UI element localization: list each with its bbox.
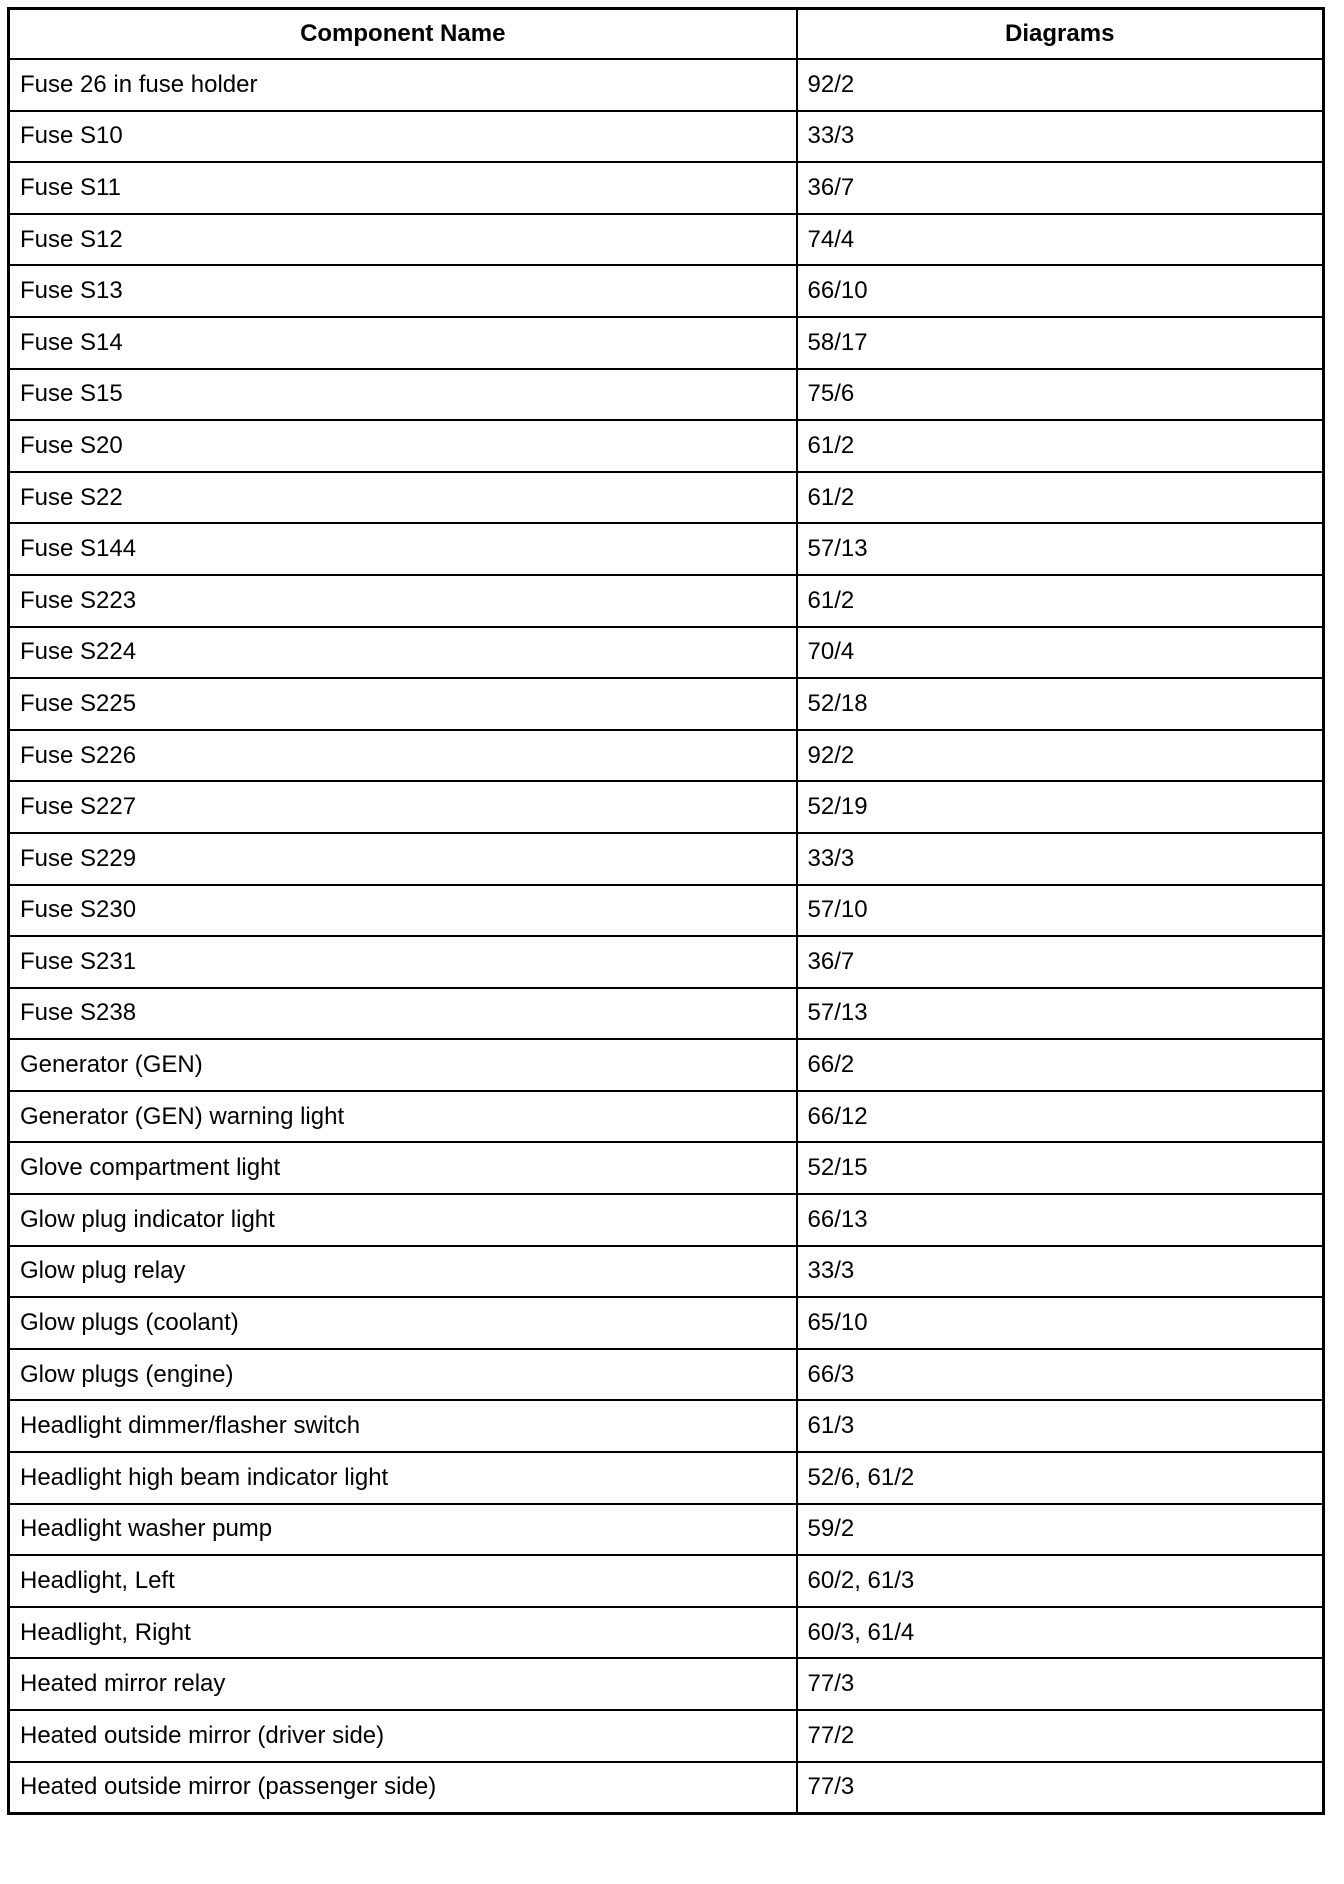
diagrams-cell: 52/15 bbox=[797, 1142, 1324, 1194]
diagrams-cell: 92/2 bbox=[797, 59, 1324, 111]
component-name-cell: Fuse S12 bbox=[9, 214, 797, 266]
component-name-cell: Fuse S225 bbox=[9, 678, 797, 730]
component-name-cell: Glove compartment light bbox=[9, 1142, 797, 1194]
diagrams-cell: 66/3 bbox=[797, 1349, 1324, 1401]
diagrams-cell: 36/7 bbox=[797, 162, 1324, 214]
table-row bbox=[9, 988, 1324, 1040]
component-name-cell: Fuse S144 bbox=[9, 523, 797, 575]
table-row bbox=[9, 730, 1324, 782]
diagrams-cell: 92/2 bbox=[797, 730, 1324, 782]
table-row bbox=[9, 1400, 1324, 1452]
component-name-cell: Fuse S20 bbox=[9, 420, 797, 472]
diagrams-cell: 77/3 bbox=[797, 1658, 1324, 1710]
diagrams-cell: 33/3 bbox=[797, 833, 1324, 885]
diagrams-cell: 77/2 bbox=[797, 1710, 1324, 1762]
diagrams-cell: 61/2 bbox=[797, 420, 1324, 472]
table-row bbox=[9, 265, 1324, 317]
component-name-cell: Generator (GEN) warning light bbox=[9, 1091, 797, 1143]
table-row bbox=[9, 1607, 1324, 1659]
diagrams-cell: 77/3 bbox=[797, 1762, 1324, 1814]
table-row bbox=[9, 369, 1324, 421]
component-name-cell: Heated outside mirror (driver side) bbox=[9, 1710, 797, 1762]
table-row bbox=[9, 214, 1324, 266]
table-row bbox=[9, 1452, 1324, 1504]
component-name-cell: Glow plug indicator light bbox=[9, 1194, 797, 1246]
component-name-cell: Fuse S14 bbox=[9, 317, 797, 369]
component-name-cell: Fuse S230 bbox=[9, 885, 797, 937]
diagrams-cell: 52/19 bbox=[797, 781, 1324, 833]
header-row bbox=[9, 9, 1324, 60]
table-row bbox=[9, 575, 1324, 627]
diagrams-cell: 60/3, 61/4 bbox=[797, 1607, 1324, 1659]
component-diagram-table bbox=[7, 7, 1325, 1815]
table-row bbox=[9, 111, 1324, 163]
diagrams-cell: 74/4 bbox=[797, 214, 1324, 266]
table-row bbox=[9, 1658, 1324, 1710]
column-header-diagrams: Diagrams bbox=[797, 9, 1324, 60]
component-name-cell: Fuse S223 bbox=[9, 575, 797, 627]
table-row bbox=[9, 1246, 1324, 1298]
table-row bbox=[9, 523, 1324, 575]
table-row bbox=[9, 162, 1324, 214]
diagrams-cell: 66/13 bbox=[797, 1194, 1324, 1246]
component-name-cell: Fuse 26 in fuse holder bbox=[9, 59, 797, 111]
component-name-cell: Headlight dimmer/flasher switch bbox=[9, 1400, 797, 1452]
component-name-cell: Fuse S226 bbox=[9, 730, 797, 782]
table-row bbox=[9, 1142, 1324, 1194]
component-name-cell: Generator (GEN) bbox=[9, 1039, 797, 1091]
diagrams-cell: 57/13 bbox=[797, 523, 1324, 575]
diagrams-cell: 36/7 bbox=[797, 936, 1324, 988]
component-name-cell: Headlight, Right bbox=[9, 1607, 797, 1659]
table-row bbox=[9, 1555, 1324, 1607]
component-name-cell: Fuse S238 bbox=[9, 988, 797, 1040]
component-name-cell: Fuse S227 bbox=[9, 781, 797, 833]
column-header-component-name: Component Name bbox=[9, 9, 797, 60]
table-row bbox=[9, 1349, 1324, 1401]
table-row bbox=[9, 781, 1324, 833]
table-row bbox=[9, 1504, 1324, 1556]
component-name-cell: Headlight high beam indicator light bbox=[9, 1452, 797, 1504]
diagrams-cell: 70/4 bbox=[797, 627, 1324, 679]
component-name-cell: Fuse S231 bbox=[9, 936, 797, 988]
diagrams-cell: 33/3 bbox=[797, 1246, 1324, 1298]
table-row bbox=[9, 472, 1324, 524]
diagrams-cell: 60/2, 61/3 bbox=[797, 1555, 1324, 1607]
component-name-cell: Heated mirror relay bbox=[9, 1658, 797, 1710]
component-name-cell: Fuse S224 bbox=[9, 627, 797, 679]
diagrams-cell: 66/12 bbox=[797, 1091, 1324, 1143]
diagrams-cell: 52/6, 61/2 bbox=[797, 1452, 1324, 1504]
diagrams-cell: 52/18 bbox=[797, 678, 1324, 730]
diagrams-cell: 57/13 bbox=[797, 988, 1324, 1040]
table-row bbox=[9, 678, 1324, 730]
table-header bbox=[9, 9, 1324, 60]
diagrams-cell: 66/10 bbox=[797, 265, 1324, 317]
table-row bbox=[9, 1710, 1324, 1762]
component-name-cell: Glow plug relay bbox=[9, 1246, 797, 1298]
table-row bbox=[9, 936, 1324, 988]
diagrams-cell: 61/3 bbox=[797, 1400, 1324, 1452]
table-row bbox=[9, 1194, 1324, 1246]
component-name-cell: Fuse S10 bbox=[9, 111, 797, 163]
diagrams-cell: 75/6 bbox=[797, 369, 1324, 421]
diagrams-cell: 33/3 bbox=[797, 111, 1324, 163]
component-name-cell: Heated outside mirror (passenger side) bbox=[9, 1762, 797, 1814]
table-row bbox=[9, 885, 1324, 937]
table-body bbox=[9, 59, 1324, 1814]
table-row bbox=[9, 420, 1324, 472]
table-row bbox=[9, 317, 1324, 369]
component-name-cell: Fuse S11 bbox=[9, 162, 797, 214]
component-name-cell: Fuse S15 bbox=[9, 369, 797, 421]
diagrams-cell: 65/10 bbox=[797, 1297, 1324, 1349]
component-name-cell: Glow plugs (coolant) bbox=[9, 1297, 797, 1349]
table-row bbox=[9, 627, 1324, 679]
component-name-cell: Fuse S229 bbox=[9, 833, 797, 885]
diagrams-cell: 66/2 bbox=[797, 1039, 1324, 1091]
diagrams-cell: 61/2 bbox=[797, 472, 1324, 524]
diagrams-cell: 57/10 bbox=[797, 885, 1324, 937]
diagrams-cell: 58/17 bbox=[797, 317, 1324, 369]
diagrams-cell: 59/2 bbox=[797, 1504, 1324, 1556]
table-row bbox=[9, 1039, 1324, 1091]
table-row bbox=[9, 1091, 1324, 1143]
diagrams-cell: 61/2 bbox=[797, 575, 1324, 627]
component-name-cell: Headlight, Left bbox=[9, 1555, 797, 1607]
table-row bbox=[9, 1762, 1324, 1814]
component-name-cell: Fuse S22 bbox=[9, 472, 797, 524]
table-row bbox=[9, 59, 1324, 111]
component-name-cell: Glow plugs (engine) bbox=[9, 1349, 797, 1401]
table-row bbox=[9, 1297, 1324, 1349]
table-row bbox=[9, 833, 1324, 885]
component-name-cell: Headlight washer pump bbox=[9, 1504, 797, 1556]
component-name-cell: Fuse S13 bbox=[9, 265, 797, 317]
